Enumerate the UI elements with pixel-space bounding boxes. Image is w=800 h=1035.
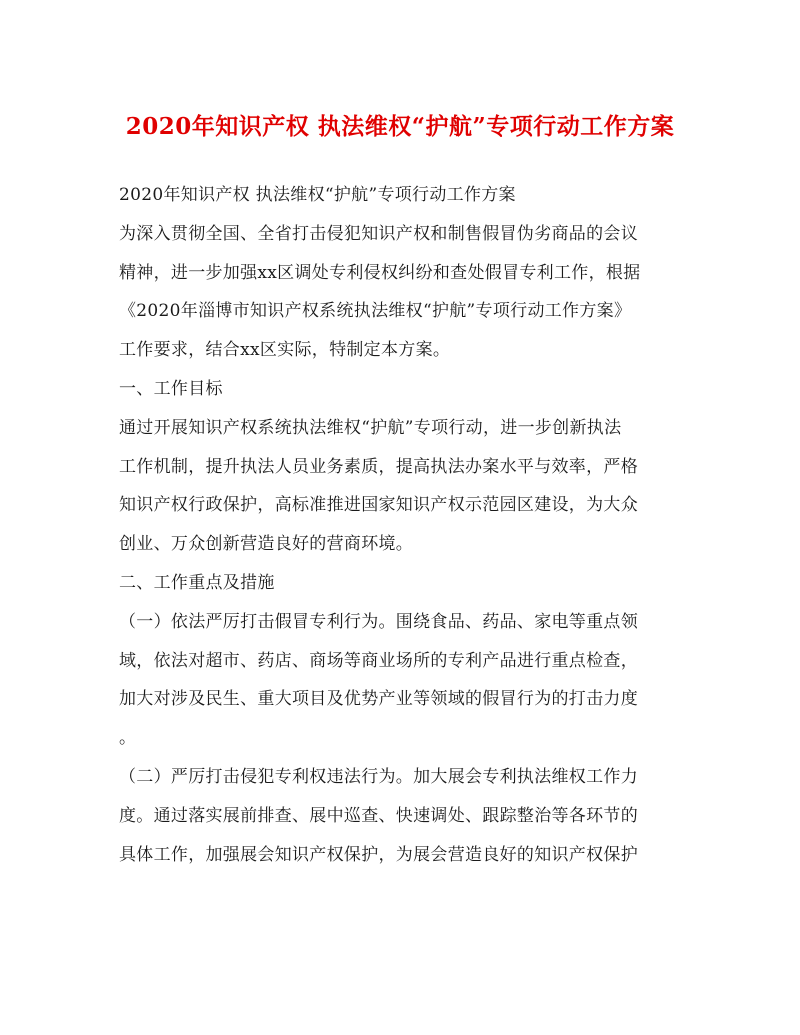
body-line: （二）严厉打击侵犯专利权违法行为。加大展会专利执法维权工作力 (119, 766, 638, 787)
body-line: 加大对涉及民生、重大项目及优势产业等领域的假冒行为的打击力度 (119, 689, 638, 710)
body-line: 具体工作，加强展会知识产权保护，为展会营造良好的知识产权保护 (119, 844, 638, 865)
body-line: 。 (119, 728, 137, 749)
body-line: 工作要求，结合xx区实际，特制定本方案。 (119, 340, 451, 361)
body-line: 知识产权行政保护，高标准推进国家知识产权示范园区建设，为大众 (119, 495, 638, 516)
body-line: 一、工作目标 (119, 378, 223, 399)
body-line: 度。通过落实展前排查、展中巡查、快速调处、跟踪整治等各环节的 (119, 805, 638, 826)
body-line: 通过开展知识产权系统执法维权“护航”专项行动，进一步创新执法 (119, 417, 622, 438)
body-line: 精神，进一步加强xx区调处专利侵权纠纷和查处假冒专利工作，根据 (119, 262, 641, 283)
body-line: 2020年知识产权 执法维权“护航”专项行动工作方案 (119, 185, 516, 205)
body-line: 为深入贯彻全国、全省打击侵犯知识产权和制售假冒伪劣商品的会议 (119, 223, 638, 244)
body-line: 《2020年淄博市知识产权系统执法维权“护航”专项行动工作方案》 (119, 301, 632, 322)
body-line: （一）依法严厉打击假冒专利行为。围绕食品、药品、家电等重点领 (119, 611, 638, 632)
body-line: 工作机制，提升执法人员业务素质，提高执法办案水平与效率，严格 (119, 456, 638, 477)
body-line: 创业、万众创新营造良好的营商环境。 (119, 534, 414, 555)
body-line: 域，依法对超市、药店、商场等商业场所的专利产品进行重点检查， (119, 650, 638, 671)
document-title: 2020年知识产权 执法维权“护航”专项行动工作方案 (125, 113, 675, 140)
document-body (119, 176, 689, 874)
body-line: 二、工作重点及措施 (119, 572, 275, 593)
